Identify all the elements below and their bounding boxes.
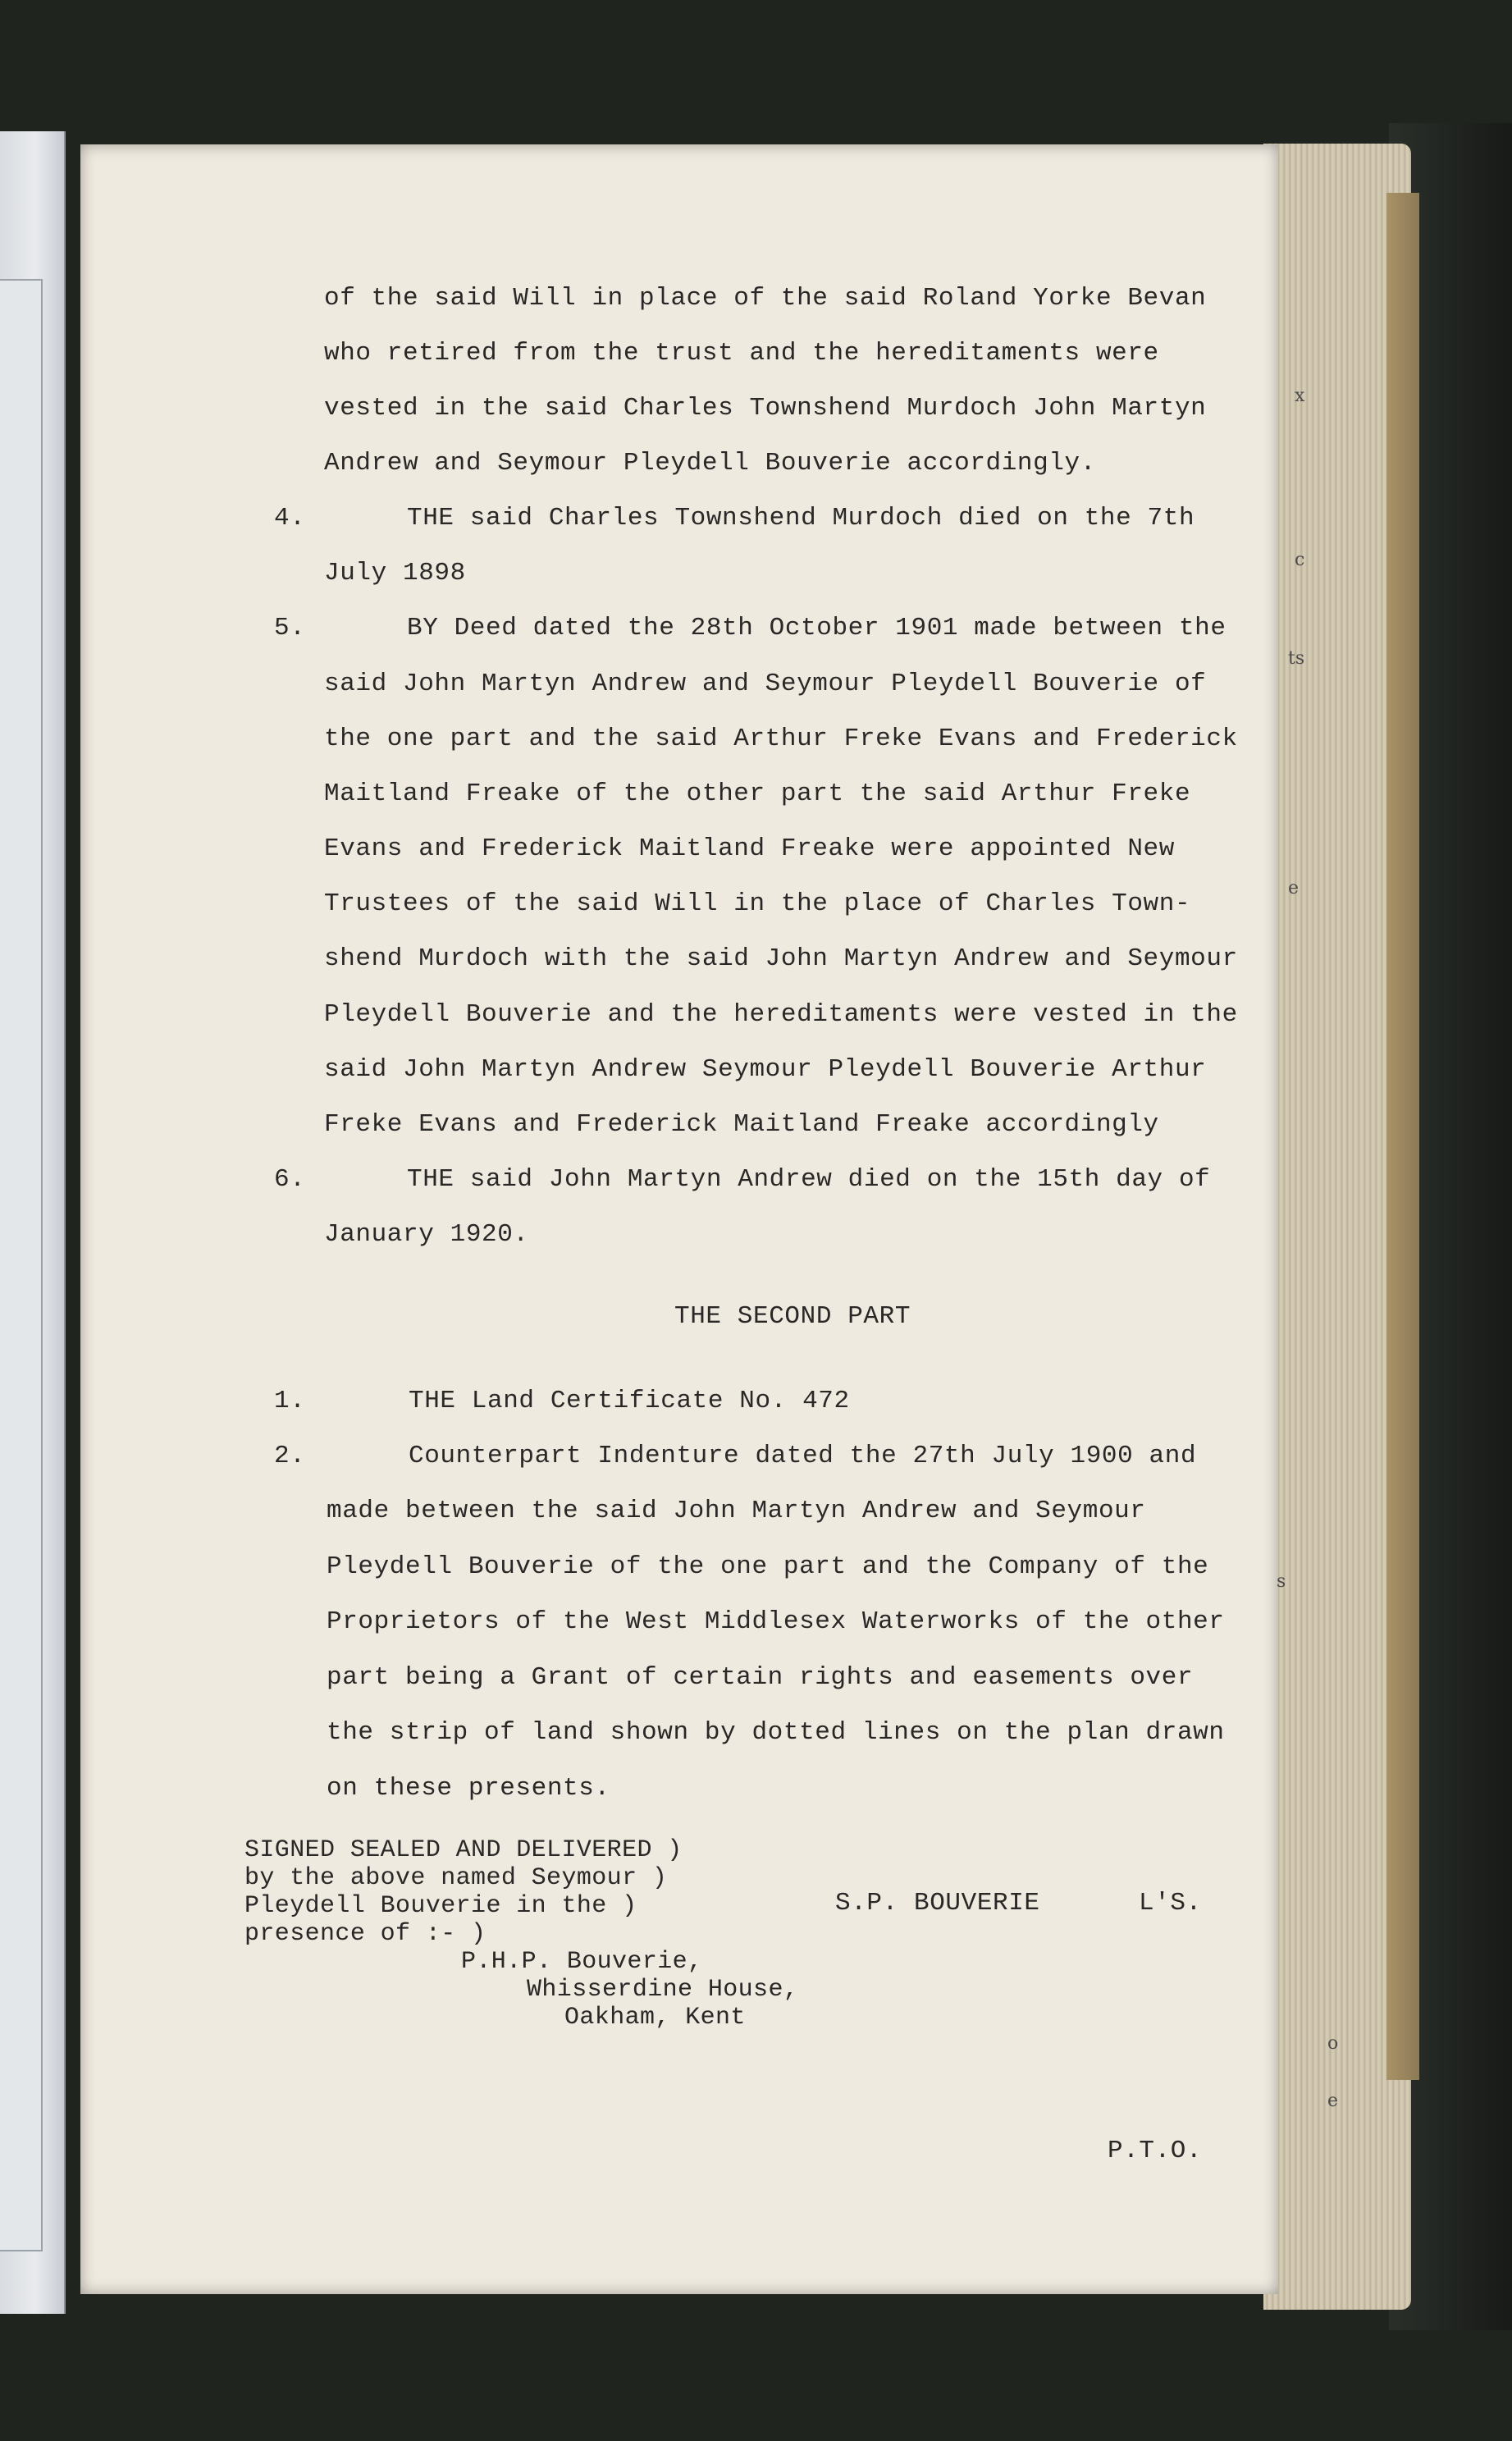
left-page-inner — [0, 279, 43, 2251]
section-heading: THE SECOND PART — [674, 1302, 911, 1331]
doc-line: January 1920. — [324, 1220, 529, 1249]
doc-line: the one part and the said Arthur Freke Evans and Frederick — [324, 725, 1238, 753]
doc-line: Pleydell Bouverie of the one part and the Company of the — [327, 1552, 1209, 1581]
signature-line: SIGNED SEALED AND DELIVERED ) — [244, 1836, 683, 1864]
binding-tab — [1386, 193, 1419, 2080]
doc-line: THE said John Martyn Andrew died on the 15th day of — [407, 1165, 1211, 1194]
signature-line: Pleydell Bouverie in the ) — [244, 1892, 637, 1920]
clause-number: 1. — [274, 1387, 306, 1415]
doc-line: BY Deed dated the 28th October 1901 made between the — [407, 614, 1227, 642]
doc-line: Proprietors of the West Middlesex Waterworks of the other — [327, 1607, 1225, 1636]
doc-line: on these presents. — [327, 1774, 610, 1803]
margin-mark: o — [1327, 2033, 1339, 2054]
clause-number: 5. — [274, 614, 306, 642]
doc-line: said John Martyn Andrew Seymour Pleydell Bouverie Arthur — [324, 1055, 1207, 1084]
doc-line: Trustees of the said Will in the place of Charles Town- — [324, 889, 1191, 918]
doc-line: July 1898 — [324, 559, 466, 587]
document-page — [80, 144, 1278, 2294]
doc-line: Evans and Frederick Maitland Freake were appointed New — [324, 834, 1175, 863]
page-stack-edges — [1263, 144, 1411, 2310]
doc-line: of the said Will in place of the said Roland Yorke Bevan — [324, 284, 1207, 313]
signature-line: presence of :- ) — [244, 1920, 486, 1948]
clause-number: 2. — [274, 1442, 306, 1470]
doc-line: the strip of land shown by dotted lines on the plan drawn — [327, 1718, 1225, 1747]
margin-mark: e — [1327, 2091, 1339, 2111]
doc-line: made between the said John Martyn Andrew and Seymour — [327, 1497, 1146, 1525]
doc-line: shend Murdoch with the said John Martyn Andrew and Seymour — [324, 944, 1238, 973]
doc-line: vested in the said Charles Townshend Murdoch John Martyn — [324, 394, 1207, 423]
margin-mark: s — [1277, 1571, 1286, 1592]
witness-line: Whisserdine House, — [527, 1976, 799, 2004]
witness-line: Oakham, Kent — [564, 2004, 746, 2032]
doc-line: THE said Charles Townshend Murdoch died on the 7th — [407, 504, 1195, 533]
doc-line: Freke Evans and Frederick Maitland Freake accordingly — [324, 1110, 1159, 1139]
seal-mark: L'S. — [1139, 1889, 1202, 1918]
signatory-name: S.P. BOUVERIE — [835, 1889, 1040, 1918]
clause-number: 6. — [274, 1165, 306, 1194]
left-page-edge — [0, 131, 66, 2314]
margin-mark: c — [1295, 550, 1305, 570]
doc-line: who retired from the trust and the hereditaments were — [324, 339, 1159, 368]
doc-line: Andrew and Seymour Pleydell Bouverie accordingly. — [324, 449, 1096, 478]
doc-line: Counterpart Indenture dated the 27th July 1900 and — [409, 1442, 1197, 1470]
doc-line: Maitland Freake of the other part the said Arthur Freke — [324, 779, 1191, 808]
page-turn-note: P.T.O. — [1108, 2137, 1203, 2165]
witness-line: P.H.P. Bouverie, — [461, 1948, 703, 1976]
doc-line: Pleydell Bouverie and the hereditaments were vested in the — [324, 1000, 1238, 1029]
margin-mark: e — [1288, 878, 1300, 898]
doc-line: said John Martyn Andrew and Seymour Pleydell Bouverie of — [324, 670, 1207, 698]
margin-mark: ts — [1288, 648, 1305, 669]
doc-line: THE Land Certificate No. 472 — [409, 1387, 850, 1415]
clause-number: 4. — [274, 504, 306, 533]
signature-line: by the above named Seymour ) — [244, 1864, 668, 1892]
margin-mark: x — [1295, 386, 1305, 406]
doc-line: part being a Grant of certain rights and easements over — [327, 1663, 1194, 1692]
